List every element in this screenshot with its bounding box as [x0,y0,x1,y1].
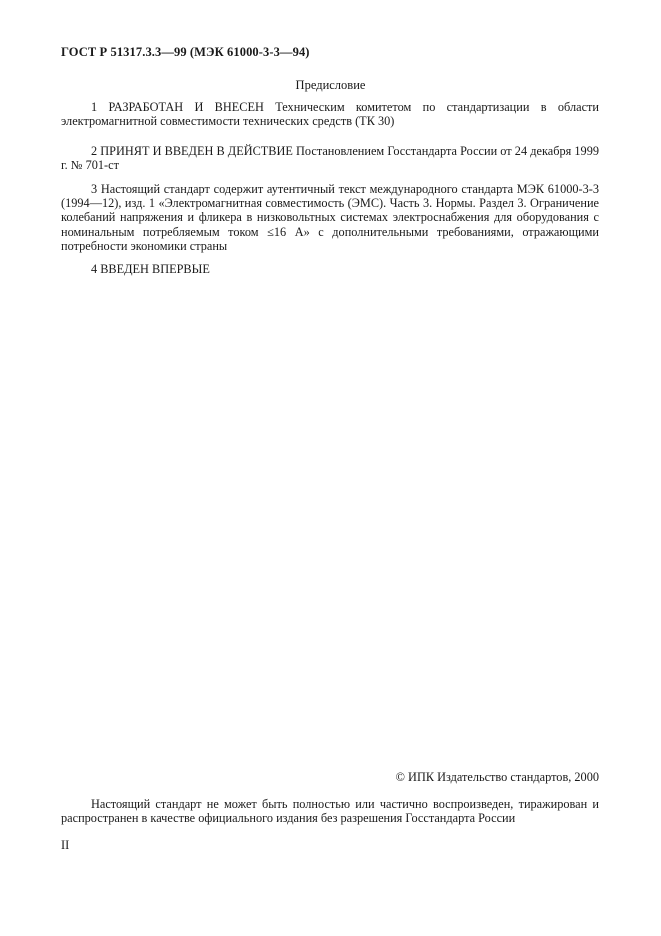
copyright-line: © ИПК Издательство стандартов, 2000 [395,770,599,784]
reproduction-notice: Настоящий стандарт не может быть полностью или частично воспроизведен, тиражирован и распространен в качестве официального издания без разрешения Госстандарта России [61,797,599,826]
paragraph-developed: 1 РАЗРАБОТАН И ВНЕСЕН Техническим комитетом по стандартизации в области электромагнитной совместимости технических средств (ТК 30) [61,100,599,129]
page-title: Предисловие [295,78,366,92]
page-number: II [61,838,70,852]
paragraph-adopted: 2 ПРИНЯТ И ВВЕДЕН В ДЕЙСТВИЕ Постановлением Госстандарта России от 24 декабря 1999 г. № 701-ст [61,144,599,173]
standard-designation: ГОСТ Р 51317.3.3—99 (МЭК 61000-3-3—94) [61,45,310,59]
paragraph-first-introduced: 4 ВВЕДЕН ВПЕРВЫЕ [91,262,210,276]
paragraph-content: 3 Настоящий стандарт содержит аутентичный текст международного стандарта МЭК 61000-3-3 (1994—12), изд. 1 «Электромагнитная совместимость (ЭМС). Часть 3. Нормы. Раздел 3. Ограничение колебаний напряжения и фликера в низковольтных системах электроснабжения для оборудования с номинальным потребляемым током ≤16 А» с дополнительными требованиями, отражающими потребности экономики страны [61,182,599,253]
